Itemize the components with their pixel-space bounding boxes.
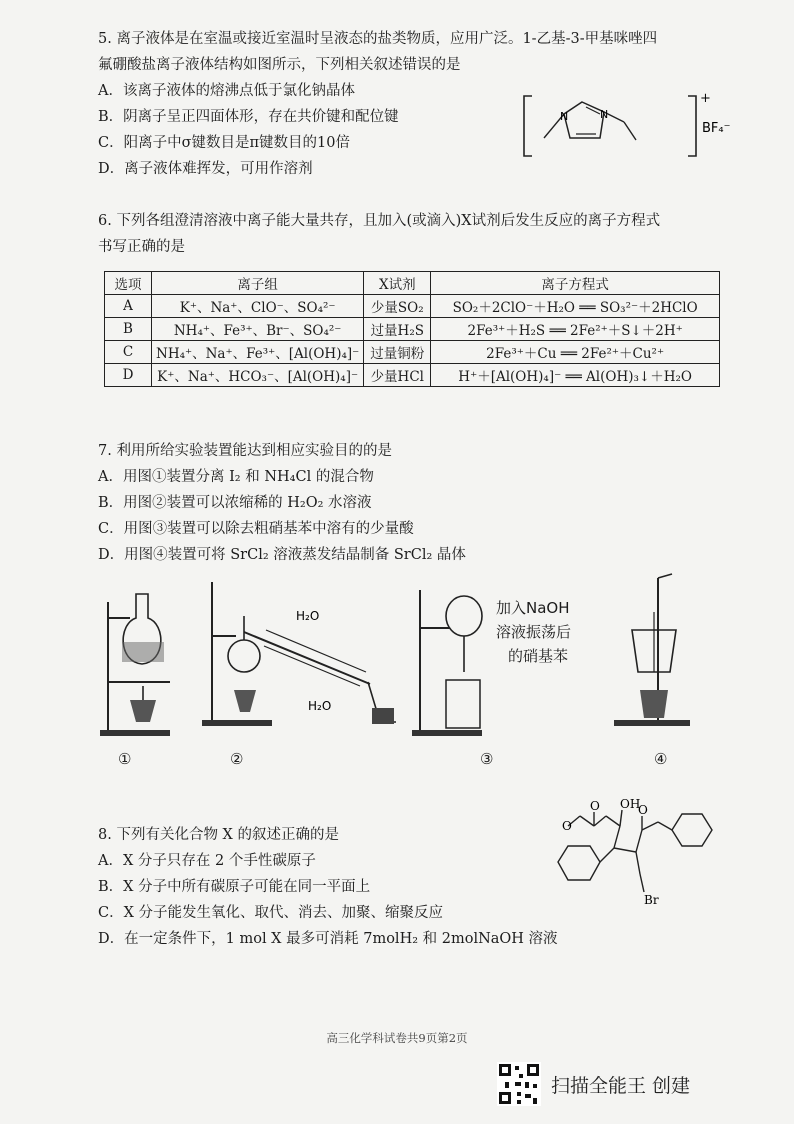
water-out-label: H₂O [296,609,320,623]
q6-stem-line1: 6. 下列各组澄清溶液中离子能大量共存，且加入(或滴入)X试剂后发生反应的离子方程式 [98,213,661,229]
cell-option: D [105,364,152,387]
evaporation-apparatus-drawing [610,572,700,742]
svg-text:N: N [560,110,569,123]
header-reagent: X试剂 [364,272,431,295]
ion-table [104,271,720,387]
figure-3 [410,572,590,768]
question-6 [98,208,728,260]
cell-equation: H⁺＋[Al(OH)₄]⁻ ══ Al(OH)₃↓＋H₂O [431,364,720,387]
distillation-apparatus-drawing [200,572,400,742]
cell-option: C [105,341,152,364]
figure-3-label: ③ [480,750,494,768]
table-row [105,364,720,387]
anion-label: BF₄⁻ [702,121,730,136]
q7-option-a: A．用图①装置分离 I₂ 和 NH₄Cl 的混合物 [98,469,374,485]
q5-option-c: C．阳离子中σ键数目是π键数目的10倍 [98,135,350,151]
cell-equation: 2Fe³⁺＋Cu ══ 2Fe²⁺＋Cu²⁺ [431,341,720,364]
header-ion-group: 离子组 [152,272,364,295]
cell-equation: SO₂＋2ClO⁻＋H₂O ══ SO₃²⁻＋2HClO [431,295,720,318]
scanner-watermark [497,1062,690,1106]
cell-option: B [105,318,152,341]
header-option: 选项 [105,272,152,295]
q8-option-a: A．X 分子只存在 2 个手性碳原子 [98,853,316,869]
cell-ions: NH₄⁺、Na⁺、Fe³⁺、[Al(OH)₄]⁻ [152,341,364,364]
atom-o-carbonyl: O [590,799,600,813]
q5-option-b: B．阴离子呈正四面体形，存在共价键和配位键 [98,109,399,125]
figure-1-label: ① [118,750,132,768]
cell-reagent: 少量HCl [364,364,431,387]
figure-1 [100,572,180,768]
q6-stem-line2: 书写正确的是 [98,239,185,255]
table-row [105,341,720,364]
figure-2-label: ② [230,750,244,768]
q8-option-b: B．X 分子中所有碳原子可能在同一平面上 [98,879,371,895]
water-in-label: H₂O [308,699,332,713]
q5-option-d: D．离子液体难挥发，可用作溶剂 [98,161,313,177]
q7-option-c: C．用图③装置可以除去粗硝基苯中溶有的少量酸 [98,521,414,537]
figure-4 [610,572,700,768]
table-row [105,295,720,318]
cell-ions: K⁺、Na⁺、ClO⁻、SO₄²⁻ [152,295,364,318]
q7-option-b: B．用图②装置可以浓缩稀的 H₂O₂ 水溶液 [98,495,372,511]
cell-ions: NH₄⁺、Fe³⁺、Br⁻、SO₄²⁻ [152,318,364,341]
sublimation-apparatus-drawing [100,572,180,742]
atom-o-ketone: O [638,803,648,817]
cell-equation: 2Fe³⁺＋H₂S ══ 2Fe²⁺＋S↓＋2H⁺ [431,318,720,341]
question-7 [98,438,728,568]
q8-option-d: D．在一定条件下，1 mol X 最多可消耗 7molH₂ 和 2molNaOH 溶液 [98,931,558,947]
figure-3-note-line2: 溶液振荡后 [496,623,572,641]
q8-option-c: C．X 分子能发生氧化、取代、消去、加聚、缩聚反应 [98,905,444,921]
figure-4-label: ④ [654,750,668,768]
q7-stem: 7. 利用所给实验装置能达到相应实验目的的是 [98,443,392,459]
figure-3-note-line1: 加入NaOH [496,599,570,617]
figure-2 [200,572,400,768]
qr-code-icon [497,1062,541,1106]
q5-stem-line1: 5. 离子液体是在室温或接近室温时呈液态的盐类物质，应用广泛。1-乙基-3-甲基咪唑四 [98,31,658,47]
cell-reagent: 过量铜粉 [364,341,431,364]
page-footer: 高三化学科试卷共9页第2页 [326,1031,468,1045]
header-equation: 离子方程式 [431,272,720,295]
cell-reagent: 少量SO₂ [364,295,431,318]
cell-reagent: 过量H₂S [364,318,431,341]
table-header-row [105,272,720,295]
q5-stem-line2: 氟硼酸盐离子液体结构如图所示，下列相关叙述错误的是 [98,57,461,73]
q7-option-d: D．用图④装置可将 SrCl₂ 溶液蒸发结晶制备 SrCl₂ 晶体 [98,547,466,563]
figure-3-note [496,596,571,668]
atom-o-ester: O [562,819,572,833]
compound-x-structure [540,790,730,920]
atom-oh: OH [620,797,641,811]
separatory-funnel-drawing [410,572,490,742]
cation-charge: + [700,91,711,106]
cell-ions: K⁺、Na⁺、HCO₃⁻、[Al(OH)₄]⁻ [152,364,364,387]
atom-br: Br [644,893,659,907]
q8-stem: 8. 下列有关化合物 X 的叙述正确的是 [98,827,339,843]
q5-option-a: A．该离子液体的熔沸点低于氯化钠晶体 [98,83,355,99]
svg-text:N: N [600,108,609,121]
figure-3-note-line3: 的硝基苯 [508,647,569,665]
table-row [105,318,720,341]
cell-option: A [105,295,152,318]
scanner-credit: 扫描全能王 创建 [551,1074,691,1097]
apparatus-figures [100,572,700,768]
ionic-liquid-structure [520,88,730,168]
